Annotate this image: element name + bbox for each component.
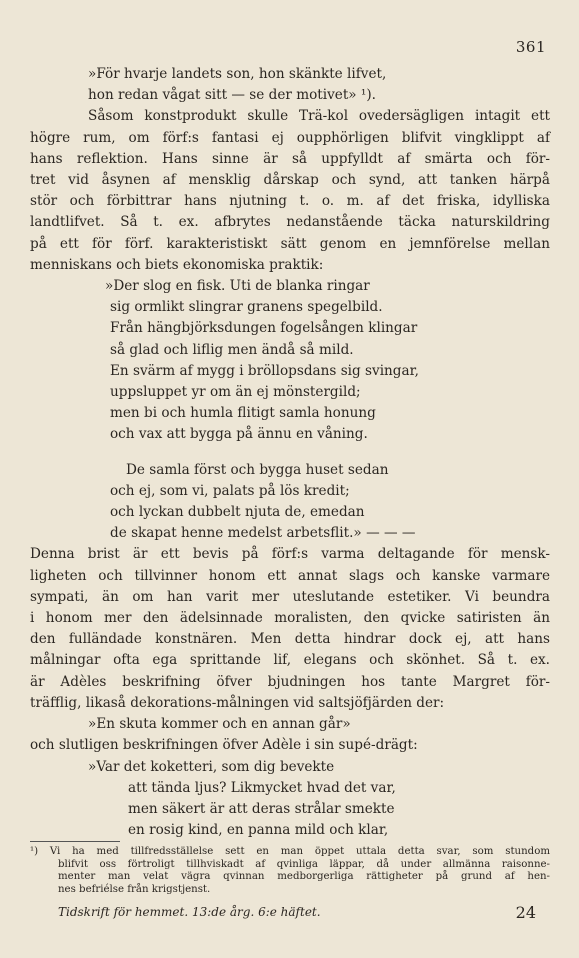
text-line: på ett för förf. karakteristiskt sätt genom en jemnförelse mellan [30,235,550,252]
text-line: och vax att bygga på ännu en våning. [110,426,368,443]
text-line: men säkert är att deras strålar smekte [128,800,395,817]
text-line: hans reflektion. Hans sinne är så uppfylldt af smärta och för- [30,150,550,167]
footnote-line: ¹) Vi ha med tillfredsställelse sett en man öppet uttala detta svar, som stundom [30,846,550,857]
journal-reference: Tidskrift för hemmet. 13:de årg. 6:e häftet. [58,905,321,919]
text-line: tret vid åsynen af mensklig dårskap och synd, att tanken härpå [30,172,550,189]
text-line: sig ormlikt slingrar granens spegelbild. [110,299,383,316]
text-line: och lyckan dubbelt njuta de, emedan [110,504,365,521]
body-text [30,64,550,841]
text-line: De samla först och bygga huset sedan [126,461,389,478]
text-line: En svärm af mygg i bröllopsdans sig svingar, [110,362,419,379]
text-line: ligheten och tillvinner honom ett annat slags och kanske varmare [30,567,550,584]
text-line: landtlifvet. Så t. ex. afbrytes nedanstående täcka naturskildring [30,214,550,231]
text-line: de skapat henne medelst arbetsflit.» — — — [110,525,416,542]
text-line: och ej, som vi, palats på lös kredit; [110,482,350,499]
page-number: 361 [515,38,546,56]
text-line: hon redan vågat sitt — se der motivet» ¹). [88,87,376,104]
signature-mark: 24 [515,903,536,922]
text-line: så glad och liflig men ändå så mild. [110,341,354,358]
text-line: »Der slog en fisk. Uti de blanka ringar [105,278,370,295]
text-line: men bi och humla flitigt samla honung [110,405,376,422]
text-line: träfflig, likaså dekorations-målningen vid saltsjöfjärden der: [30,694,445,711]
text-line: »En skuta kommer och en annan går» [88,716,351,733]
text-line: Såsom konstprodukt skulle Trä-kol ovedersägligen intagit ett [88,108,550,125]
text-line: i honom mer den ädelsinnade moralisten, den qvicke satiristen än [30,610,550,627]
text-line: att tända ljus? Likmycket hvad det var, [128,779,396,796]
footnote-line: nes befriélse från krigstjenst. [58,883,211,895]
text-line: och slutligen beskrifningen öfver Adèle i sin supé-drägt: [30,737,418,754]
text-line: är Adèles beskrifning öfver bjudningen hos tante Margret för- [30,673,550,690]
text-line: »Var det koketteri, som dig bevekte [88,758,335,775]
text-line: uppsluppet yr om än ej mönstergild; [110,384,361,401]
text-line: Från hängbjörksdungen fogelsången klingar [110,320,418,337]
text-line: stör och förbittrar hans njutning t. o. m. af det friska, idylliska [30,193,550,210]
page-footer [58,903,536,922]
text-line: den fulländade konstnären. Men detta hindrar dock ej, att hans [30,631,550,648]
text-line: »För hvarje landets son, hon skänkte lifvet, [88,66,387,82]
text-line: målningar ofta ega sprittande lif, elegans och skönhet. Så t. ex. [30,652,550,669]
stanza-gap [30,446,550,460]
text-line: menniskans och biets ekonomiska praktik: [30,256,324,273]
text-line: sympati, än om han varit mer uteslutande estetiker. Vi beundra [30,588,550,605]
text-line: Denna brist är ett bevis på förf:s varma deltagande för mensk- [30,546,550,563]
footnote-line: menter man velat vägra qvinnan medborgerliga rättigheter på grund af hen- [58,871,550,883]
text-line: en rosig kind, en panna mild och klar, [128,822,389,839]
footnote-line: blifvit oss förtroligt tillhviskadt af qvinliga läppar, då under allmänna raisonne- [58,858,550,870]
text-line: högre rum, om förf:s fantasi ej oupphörligen blifvit vingklippt af [30,129,550,146]
footnote [30,846,550,896]
footnote-divider [30,841,120,842]
